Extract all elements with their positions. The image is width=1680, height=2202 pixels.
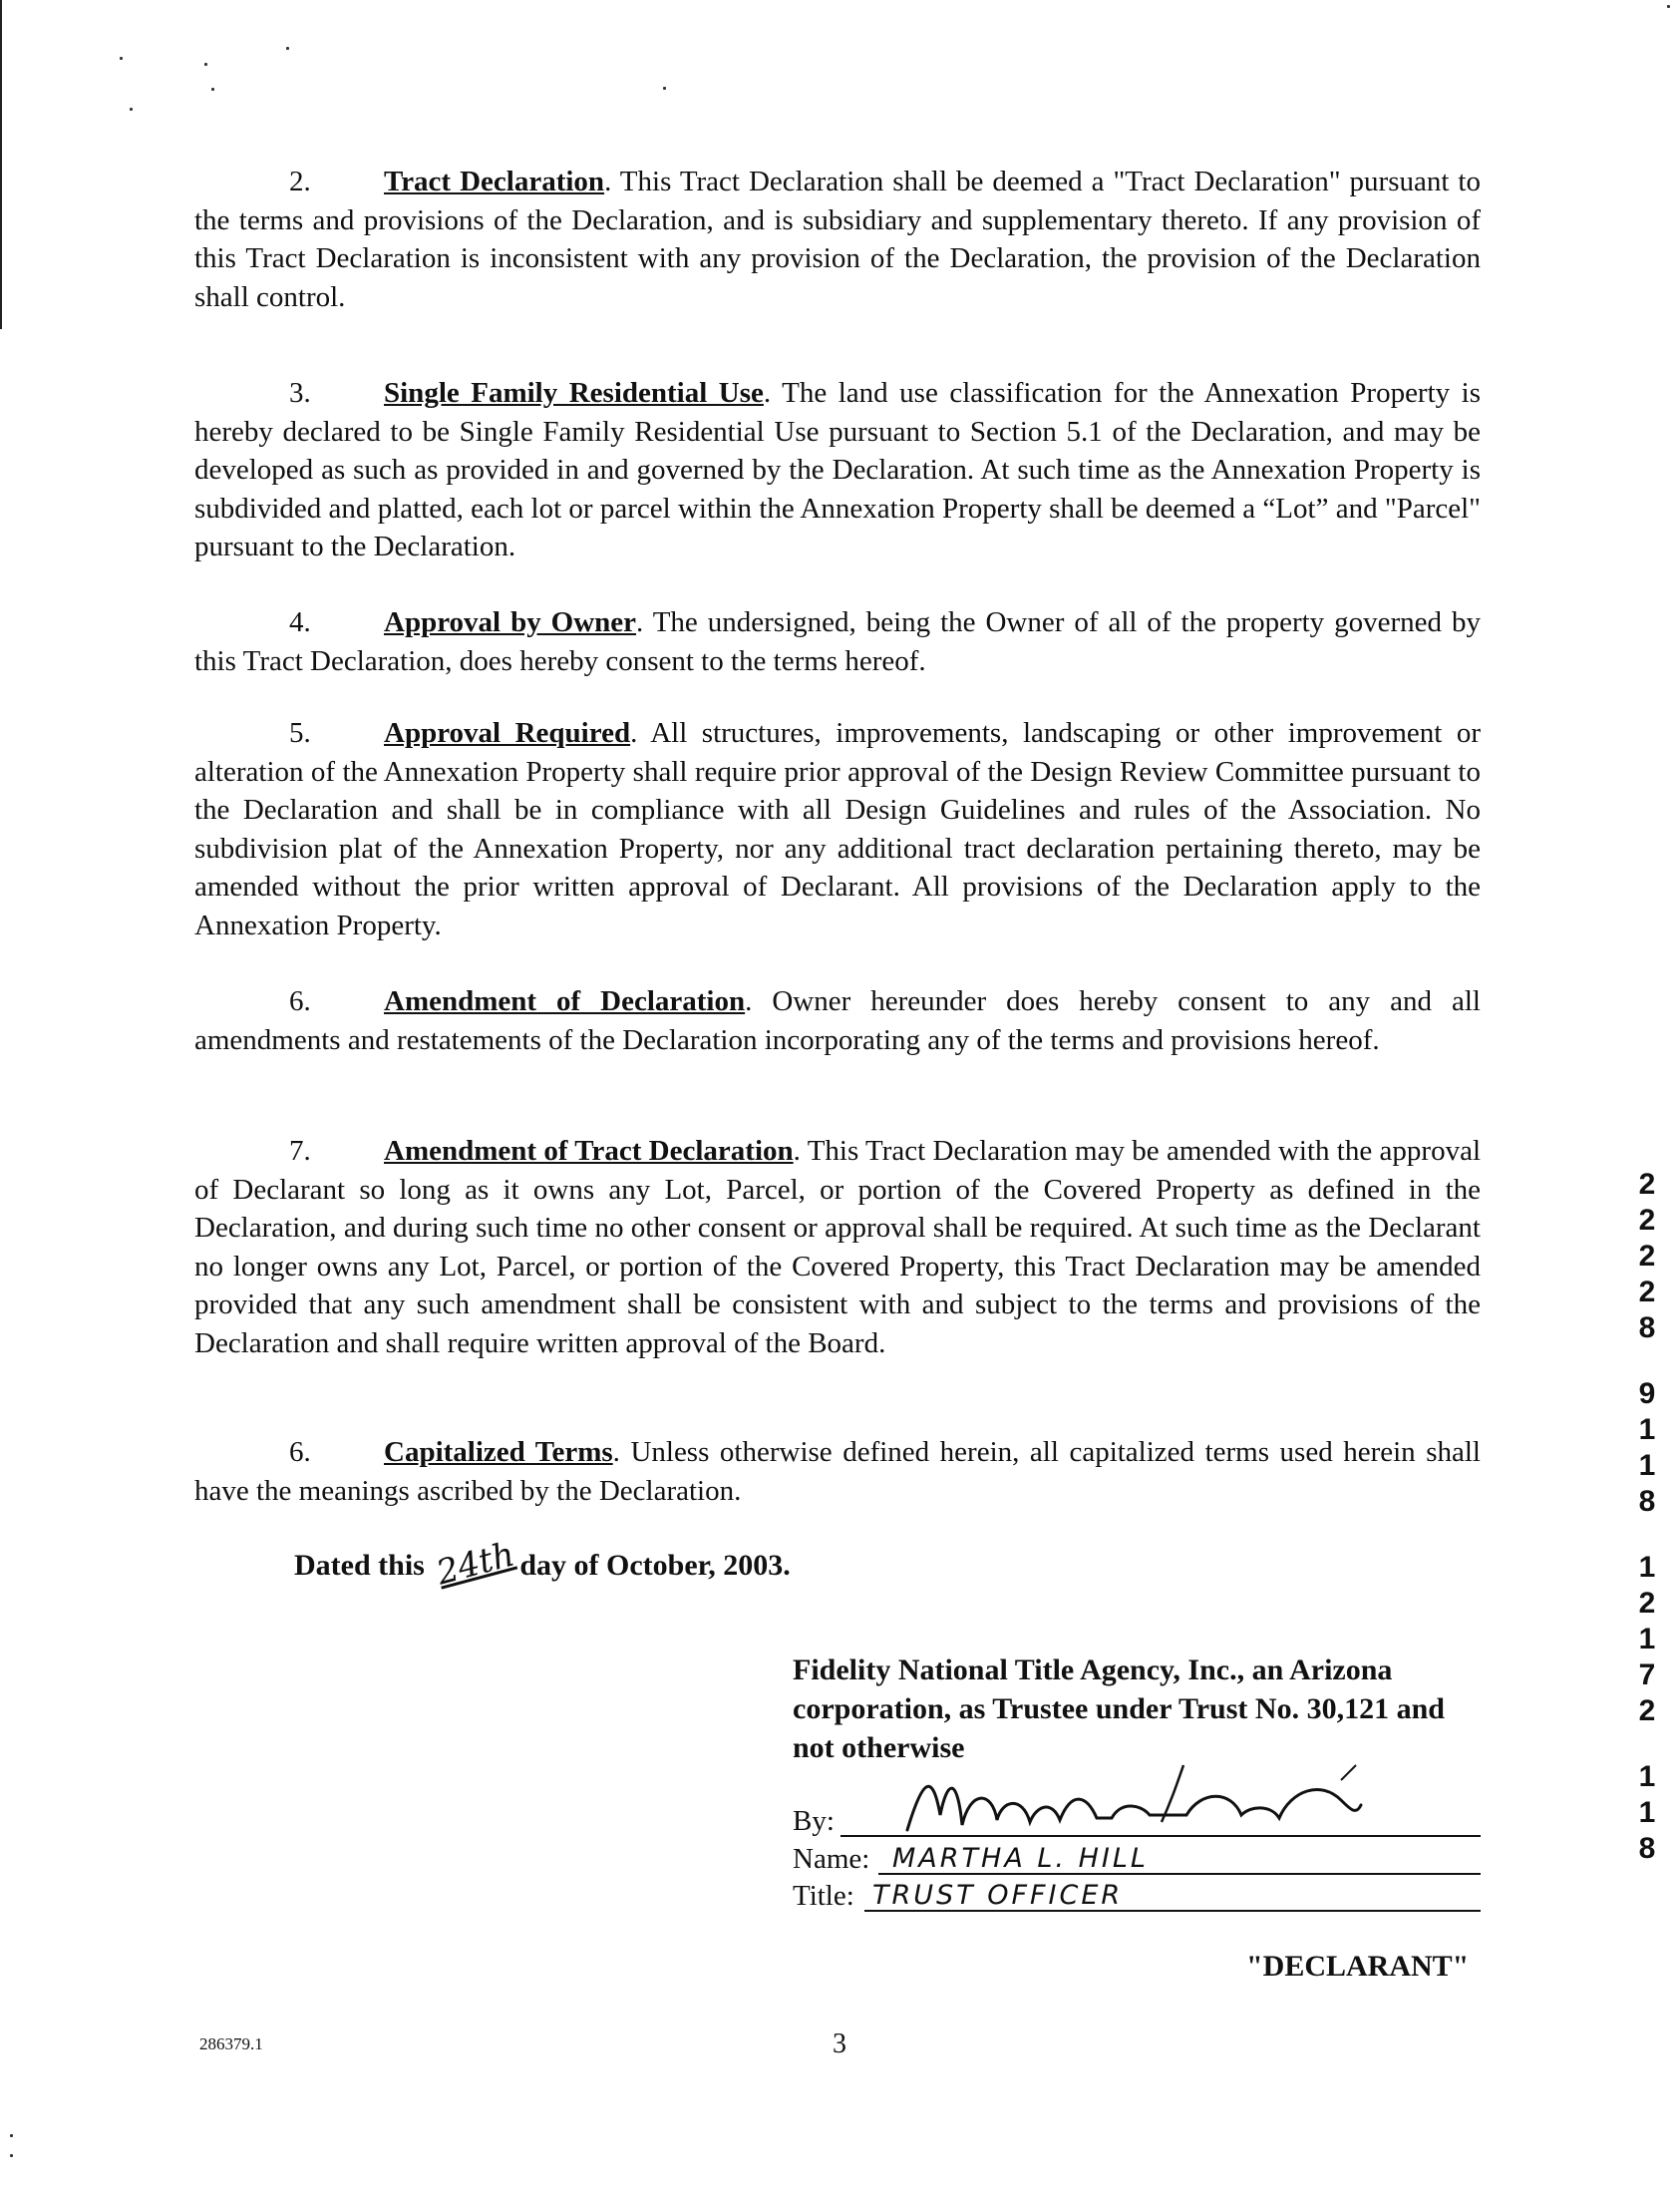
paragraph-heading: Tract Declaration (384, 166, 605, 197)
scan-speck (120, 57, 123, 60)
paragraph-heading: Approval Required (384, 717, 631, 749)
paragraph-number: 6. (289, 1436, 311, 1468)
scan-speck (286, 47, 289, 50)
paragraph-text: . The undersigned, being the Owner of all of the property governed by this Tract Declaration, does hereby consent to the terms hereof. (194, 606, 1481, 677)
stamp-digit: 2 (1638, 1587, 1656, 1620)
paragraph-amendment-of-tract-declaration (194, 1132, 1481, 1362)
paragraph-number: 3. (289, 377, 311, 409)
paragraph-heading: Capitalized Terms (384, 1436, 613, 1468)
paragraph-heading: Approval by Owner (384, 606, 637, 638)
stamp-digit: 2 (1638, 1168, 1656, 1201)
scan-speck (1667, 5, 1670, 8)
document-id: 286379.1 (199, 2034, 263, 2053)
signature-rule (840, 1835, 1481, 1837)
paragraph-heading: Amendment of Declaration (384, 985, 746, 1017)
stamp-digit: 2 (1638, 1694, 1656, 1727)
dated-prefix: Dated this (294, 1549, 425, 1582)
stamp-digit: 1 (1638, 1551, 1656, 1584)
scan-speck (10, 2154, 13, 2157)
title-handwritten: TRUST OFFICER (872, 1880, 1124, 1911)
by-label: By: (793, 1805, 835, 1837)
paragraph-text: . Owner hereunder does hereby consent to any and all amendments and restatements of the Declaration incorporating any of the terms and provisions hereof. (194, 985, 1481, 1056)
paragraph-number: 7. (289, 1135, 311, 1167)
dated-suffix: day of October, 2003. (519, 1549, 791, 1582)
scan-speck (663, 87, 666, 90)
paragraph-text: . This Tract Declaration may be amended with the approval of Declarant so long as it owns any Lot, Parcel, or portion of the Covered Property as defined in the Declaration, and during such time no other consent or approval shall be required. At such time as the Declarant no longer owns any Lot, Parcel, or portion of the Covered Property, this Tract Declaration may be amended provided that any such amendment shall be consistent with and subject to the terms and provisions of the Declaration and shall require written approval of the Board. (194, 1135, 1481, 1359)
scan-edge-line (0, 0, 2, 329)
paragraph-text: . This Tract Declaration shall be deemed a "Tract Declaration" pursuant to the terms and provisions of the Declaration, and is subsidiary and supplementary thereto. If any provision of this Tract Declaration is inconsistent with any provision of the Declaration, the provision of the Declaration shall control. (194, 166, 1481, 313)
stamp-digit: 1 (1638, 1413, 1656, 1446)
stamp-digit: 1 (1638, 1760, 1656, 1793)
paragraph-single-family-residential-use (194, 374, 1481, 566)
stamp-digit: 8 (1638, 1485, 1656, 1518)
signatory-company: Fidelity National Title Agency, Inc., an Arizona corporation, as Trustee under Trust No. 30,121 and not otherwise (793, 1653, 1445, 1764)
stamp-digit: 2 (1638, 1204, 1656, 1237)
paragraph-approval-by-owner (194, 603, 1481, 680)
stamp-digit: 7 (1638, 1658, 1656, 1691)
scan-speck (130, 108, 133, 111)
name-label: Name: (793, 1843, 870, 1875)
paragraph-number: 2. (289, 166, 311, 197)
dated-line (294, 1534, 791, 1594)
stamp-digit: 2 (1638, 1240, 1656, 1273)
stamp-digit: 1 (1638, 1623, 1656, 1655)
paragraph-amendment-of-declaration (194, 982, 1481, 1059)
by-line (793, 1803, 1481, 1839)
stamp-digit: 9 (1638, 1377, 1656, 1410)
stamp-digit: 1 (1638, 1796, 1656, 1829)
paragraph-capitalized-terms (194, 1433, 1481, 1510)
dated-day-handwritten: 24th (433, 1534, 519, 1594)
stamp-digit: 2 (1638, 1276, 1656, 1308)
recording-stamp (1627, 1167, 1667, 1867)
title-label: Title: (793, 1880, 854, 1912)
name-handwritten: MARTHA L. HILL (892, 1843, 1149, 1874)
paragraph-text: . All structures, improvements, landscaping or other improvement or alteration of the Annexation Property shall require prior approval of the Design Review Committee pursuant to the Declaration and shall be in compliance with all Design Guidelines and rules of the Association. No subdivision plat of the Annexation Property, nor any additional tract declaration pertaining thereto, may be amended without the prior written approval of Declarant. All provisions of the Declaration apply to the Annexation Property. (194, 717, 1481, 941)
paragraph-number: 4. (289, 606, 311, 638)
scan-speck (10, 2134, 13, 2137)
stamp-digit: 8 (1638, 1832, 1656, 1865)
scan-speck (204, 63, 207, 66)
stamp-digit: 1 (1638, 1449, 1656, 1482)
paragraph-text: . Unless otherwise defined herein, all capitalized terms used herein shall have the meanings ascribed by the Declaration. (194, 1436, 1481, 1507)
scan-speck (211, 88, 214, 91)
title-line (793, 1878, 1481, 1914)
paragraph-heading: Single Family Residential Use (384, 377, 764, 409)
paragraph-approval-required (194, 714, 1481, 944)
paragraph-text: . The land use classification for the Annexation Property is hereby declared to be Single Family Residential Use pursuant to Section 5.1 of the Declaration, and may be developed as such as provided in and governed by the Declaration. At such time as the Annexation Property is subdivided and platted, each lot or parcel within the Annexation Property shall be deemed a “Lot” and "Parcel" pursuant to the Declaration. (194, 377, 1481, 562)
page-number: 3 (833, 2028, 846, 2059)
paragraph-heading: Amendment of Tract Declaration (384, 1135, 794, 1167)
paragraph-number: 6. (289, 985, 311, 1017)
name-line (793, 1841, 1481, 1877)
stamp-digit: 8 (1638, 1311, 1656, 1344)
paragraph-tract-declaration (194, 163, 1481, 316)
paragraph-number: 5. (289, 717, 311, 749)
declarant-label: "DECLARANT" (1246, 1950, 1470, 1983)
